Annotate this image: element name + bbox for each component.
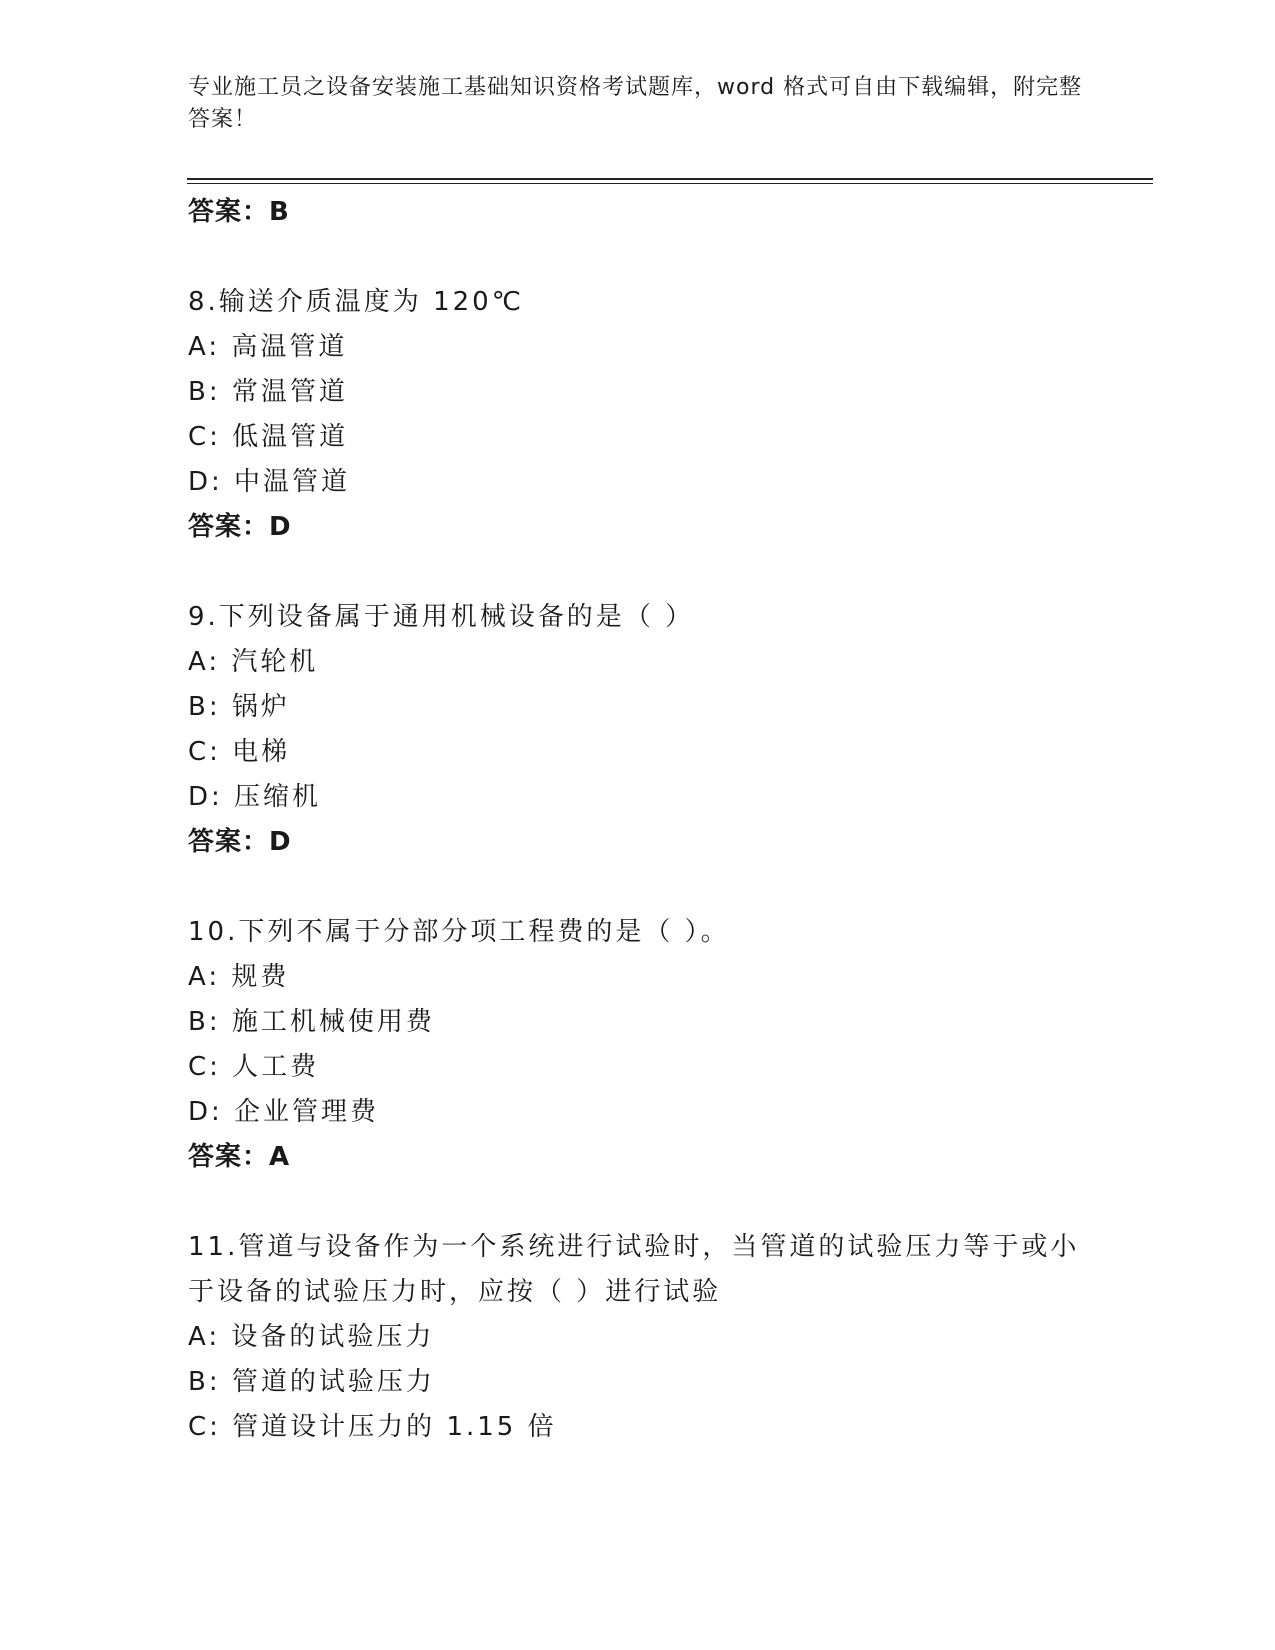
header-divider-thin — [187, 183, 1153, 184]
option-c: C: 低温管道 — [188, 422, 349, 452]
option-a: A: 高温管道 — [188, 332, 348, 362]
option-b: B: 常温管道 — [188, 377, 348, 407]
option-a: A: 汽轮机 — [188, 647, 319, 677]
question-stem: 11.管道与设备作为一个系统进行试验时，当管道的试验压力等于或小于设备的试验压力时，应按（ ）进行试验 — [188, 1232, 1080, 1307]
question-9 — [188, 595, 1088, 864]
option-d: D: 中温管道 — [188, 467, 351, 497]
option-c: C: 管道设计压力的 1.15 倍 — [188, 1412, 557, 1442]
question-8 — [188, 280, 1088, 549]
question-list — [188, 190, 1088, 1450]
option-c: C: 人工费 — [188, 1052, 320, 1082]
question-stem: 9.下列设备属于通用机械设备的是（ ） — [188, 602, 695, 632]
question-11 — [188, 1225, 1088, 1450]
question-answer: 答案：A — [188, 1142, 291, 1172]
question-10 — [188, 910, 1088, 1179]
option-c: C: 电梯 — [188, 737, 291, 767]
option-b: B: 管道的试验压力 — [188, 1367, 435, 1397]
previous-question-answer: 答案：B — [188, 197, 290, 227]
question-stem: 8.输送介质温度为 120℃ — [188, 287, 524, 317]
option-b: B: 锅炉 — [188, 692, 290, 722]
option-b: B: 施工机械使用费 — [188, 1007, 435, 1037]
question-answer: 答案：D — [188, 512, 292, 542]
header-divider — [187, 178, 1153, 180]
question-stem: 10.下列不属于分部分项工程费的是（ ）。 — [188, 917, 730, 947]
option-d: D: 压缩机 — [188, 782, 322, 812]
document-header: 专业施工员之设备安装施工基础知识资格考试题库，word 格式可自由下载编辑，附完整答案！ — [188, 75, 1083, 132]
question-answer: 答案：D — [188, 827, 292, 857]
option-a: A: 设备的试验压力 — [188, 1322, 435, 1352]
option-d: D: 企业管理费 — [188, 1097, 380, 1127]
option-a: A: 规费 — [188, 962, 290, 992]
